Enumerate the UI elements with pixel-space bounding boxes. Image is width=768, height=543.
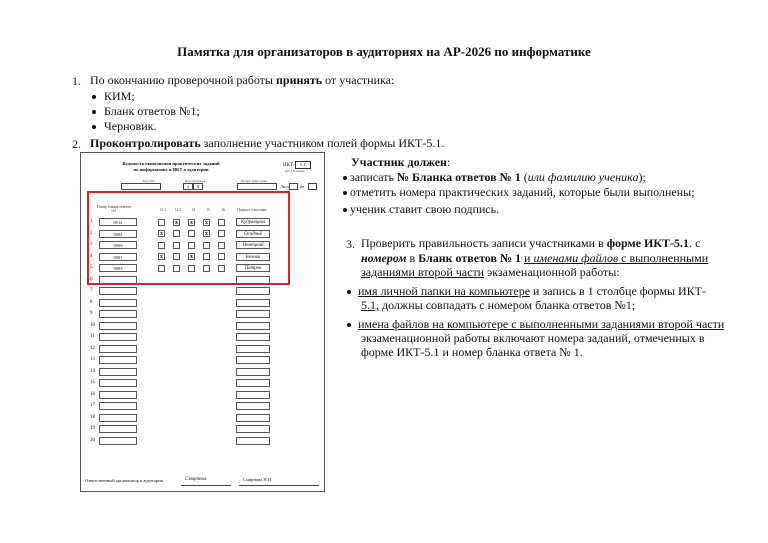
form-col-id-header: Номер бланка ответов №1: [97, 205, 131, 213]
form-ikt-label: ИКТ-: [283, 163, 295, 169]
form-col-task-3: 14: [191, 208, 195, 212]
form-row-id: [99, 356, 137, 364]
form-row-signature: [236, 333, 270, 341]
form-footer-line-2: [239, 485, 319, 486]
form-footer-label: Ответственный организатор в аудитории: [85, 478, 164, 483]
form-row-id: [99, 391, 137, 399]
form-task-checkbox: x: [160, 231, 163, 237]
must-heading-bold: Участник должен: [351, 155, 447, 169]
item3-s1-l2-u: 5.1,: [361, 298, 379, 312]
form-code-subject-box-2: 9: [193, 183, 203, 190]
must-b1-post: );: [638, 170, 646, 184]
form-row-signature: Белова: [236, 253, 270, 261]
item3-sub1-line1: [347, 284, 706, 299]
form-row-signature: [236, 391, 270, 399]
must-bullet-3: [343, 202, 499, 217]
form-row-signature: [236, 437, 270, 445]
form-row-number: 18: [90, 414, 95, 420]
item3-sub2-line3: форме ИКТ-5.1 и номер бланка ответа № 1.: [361, 345, 583, 359]
form-task-checkbox: x: [190, 219, 193, 226]
form-list-sep: из: [300, 184, 305, 189]
bullet-icon: [343, 208, 347, 212]
form-row-signature: [236, 379, 270, 387]
item3-l1-pre: Проверить правильность записи участниками в: [361, 236, 607, 250]
item2-post: заполнение участником полей формы ИКТ-5.1.: [200, 136, 445, 150]
form-code-oo-box: [121, 183, 161, 190]
bullet-icon: [343, 176, 347, 180]
form-row-signature: [236, 322, 270, 330]
form-row-id: [99, 310, 137, 318]
bullet-icon: [92, 125, 96, 129]
form-row-number: 6: [90, 276, 93, 282]
item3-line3: [361, 265, 620, 280]
item3-number: 3.: [346, 237, 355, 251]
form-row-id: [99, 368, 137, 376]
form-row-number: 13: [90, 357, 95, 362]
must-bullet-2: [343, 185, 695, 200]
form-task-checkbox: x: [205, 231, 208, 237]
form-row-signature: Петров: [236, 264, 270, 272]
form-row-number: 1: [90, 219, 93, 224]
item1-bullet-draft: [92, 119, 156, 134]
form-sub-room: Номер аудитории: [241, 179, 267, 183]
form-row-id: [99, 437, 137, 445]
form-title: [81, 161, 261, 173]
form-row-number: 4: [90, 253, 93, 259]
item3-l2-u-post: с выполненными: [618, 251, 709, 265]
must-heading-colon: :: [446, 155, 451, 169]
form-row-id: [99, 287, 137, 295]
form-row-signature: [236, 414, 270, 422]
form-row-id: [99, 299, 137, 307]
form-list-total-box: [308, 183, 317, 190]
item3-l2-bold: Бланк ответов № 1: [418, 251, 522, 265]
item3-sub2-line1: [347, 317, 724, 332]
item1-text: [90, 73, 394, 88]
bullet-icon: [347, 290, 351, 294]
item1-bold: принять: [275, 73, 323, 87]
must-b1-bold: № Бланка ответов № 1: [396, 170, 521, 184]
page-title: Памятка для организаторов в аудиториях на АР-2026 по информатике: [177, 44, 591, 59]
form-row-id: 0004: [99, 230, 137, 238]
form-row-signature: Кудрявцева: [236, 218, 270, 226]
form-row-id: 0001: [99, 253, 137, 261]
item3-s2-u: имена файлов на компьютере с выполненными заданиями второй части: [358, 317, 725, 331]
form-row-number: 20: [90, 437, 95, 443]
item3-s1-mid: и запись в 1 столбце формы ИКТ-: [530, 284, 707, 298]
form-col-task-1: 13.1: [159, 208, 167, 212]
form-col-task-2: 13.2: [174, 208, 182, 212]
form-title-line1: Ведомость выполнения практических заданий: [122, 161, 220, 166]
form-footer-line-1: [181, 485, 231, 486]
item3-l2-bold-italic: номером: [361, 251, 407, 265]
bullet-icon: [347, 323, 351, 327]
item1-pre: По окончанию проверочной работы: [90, 73, 276, 87]
highlight-frame: [87, 191, 290, 285]
item3-l1-post: . с: [689, 236, 701, 250]
item3-s1-u: имя личной папки на компьютере: [358, 284, 531, 298]
form-task-checkbox: x: [175, 219, 178, 226]
item3-l2-mid: в: [406, 251, 419, 265]
item1-post: от участника:: [322, 73, 395, 87]
item3-sub2-line2: экзаменационной работы включают номера заданий, отмеченных в: [361, 331, 705, 345]
form-row-number: 7: [90, 288, 93, 293]
form-col-task-4: 15: [206, 208, 210, 212]
form-task-checkbox: x: [160, 254, 163, 260]
form-row-id: [99, 322, 137, 330]
must-b1-pre: записать: [350, 170, 397, 184]
item1-bullet-blank: [92, 104, 200, 119]
form-ikt-sub: (на 1 бланке): [285, 169, 305, 173]
form-row-signature: [236, 310, 270, 318]
form-row-id: 0012: [99, 218, 137, 226]
form-list-box: [289, 183, 298, 190]
form-row-signature: [236, 368, 270, 376]
must-bullet-1: [343, 170, 646, 185]
bullet-icon: [92, 95, 96, 99]
form-col-task-5: 16: [221, 208, 225, 212]
form-row-signature: [236, 287, 270, 295]
form-col-sig-header: Подпись участника: [237, 208, 267, 212]
must-b1-mid: (: [520, 170, 528, 184]
form-row-number: 2: [90, 230, 93, 236]
form-row-signature: Немецкий: [236, 241, 270, 249]
form-row-number: 9: [90, 311, 93, 316]
form-task-checkbox: x: [190, 254, 193, 260]
form-row-number: 8: [90, 299, 93, 305]
form-row-number: 12: [90, 345, 95, 351]
form-row-number: 3: [90, 242, 93, 247]
item3-l2-u-italic: именами файлов: [533, 251, 619, 265]
item3-sub1-line2: [361, 298, 635, 313]
item1-bullet-kim: [92, 89, 135, 104]
bullet-text: КИМ;: [104, 89, 135, 103]
form-row-signature: [236, 345, 270, 353]
form-code-subject-box-1: 3: [183, 183, 193, 190]
form-row-id: [99, 414, 137, 422]
form-row-number: 15: [90, 380, 95, 385]
form-row-signature: [236, 402, 270, 410]
form-row-signature: [236, 299, 270, 307]
form-title-line2: по информатике и ИКТ в аудитории: [133, 167, 209, 172]
form-ikt-number: 5.1: [295, 161, 311, 169]
item3-l3-post: экзаменационной работы:: [484, 265, 620, 279]
form-row-id: [99, 425, 137, 433]
item3-line1: [361, 236, 700, 251]
form-task-checkbox: x: [205, 219, 208, 226]
form-row-id: 0009: [99, 241, 137, 249]
item3-l2-underline: [524, 251, 708, 265]
bullet-icon: [343, 191, 347, 195]
form-row-id: [99, 345, 137, 353]
must-heading: [351, 155, 450, 170]
form-sub-code-subject: Код предмета: [185, 179, 206, 183]
item1-number: 1.: [72, 74, 81, 88]
form-row-id: 0003: [99, 264, 137, 272]
item3-l2-u-pre: и: [524, 251, 534, 265]
bullet-text: Бланк ответов №1;: [104, 104, 200, 118]
form-footer-signature: Смирнова: [185, 477, 207, 482]
form-row-id: [99, 333, 137, 341]
form-row-number: 16: [90, 391, 95, 397]
form-room-box: [237, 183, 277, 190]
form-list-label: Лист: [280, 184, 290, 189]
form-row-signature: [236, 425, 270, 433]
item2-number: 2.: [72, 137, 81, 151]
form-sub-code-oo: Код ОО: [143, 179, 155, 183]
form-row-number: 14: [90, 368, 95, 374]
bullet-text: Черновик.: [104, 119, 157, 133]
form-row-number: 17: [90, 403, 95, 408]
form-footer-name: Смирнова Н.Н.: [243, 477, 273, 482]
item3-l3-underline: заданиями второй части: [361, 265, 485, 279]
form-row-number: 19: [90, 426, 95, 431]
form-row-signature: Осадчий: [236, 230, 270, 238]
item2-text: [90, 136, 444, 151]
form-row-id: [99, 379, 137, 387]
item3-s1-l2-post: должны совпадать с номером бланка ответов №1;: [379, 298, 636, 312]
form-row-signature: [236, 356, 270, 364]
form-row-number: 10: [90, 322, 95, 328]
form-row-number: 5: [90, 265, 93, 270]
must-b2-text: отметить номера практических заданий, которые были выполнены;: [350, 185, 695, 199]
item2-bold: Проконтролировать: [90, 136, 201, 150]
item3-l1-bold: форме ИКТ-5.1: [606, 236, 690, 250]
must-b3-text: ученик ставит свою подпись.: [350, 202, 500, 216]
form-row-number: 11: [90, 334, 95, 339]
form-ikt-code: [283, 161, 311, 169]
form-row-id: [99, 402, 137, 410]
bullet-icon: [92, 110, 96, 114]
must-b1-italic: или фамилию ученика: [527, 170, 639, 184]
item3-line2: [361, 251, 708, 266]
